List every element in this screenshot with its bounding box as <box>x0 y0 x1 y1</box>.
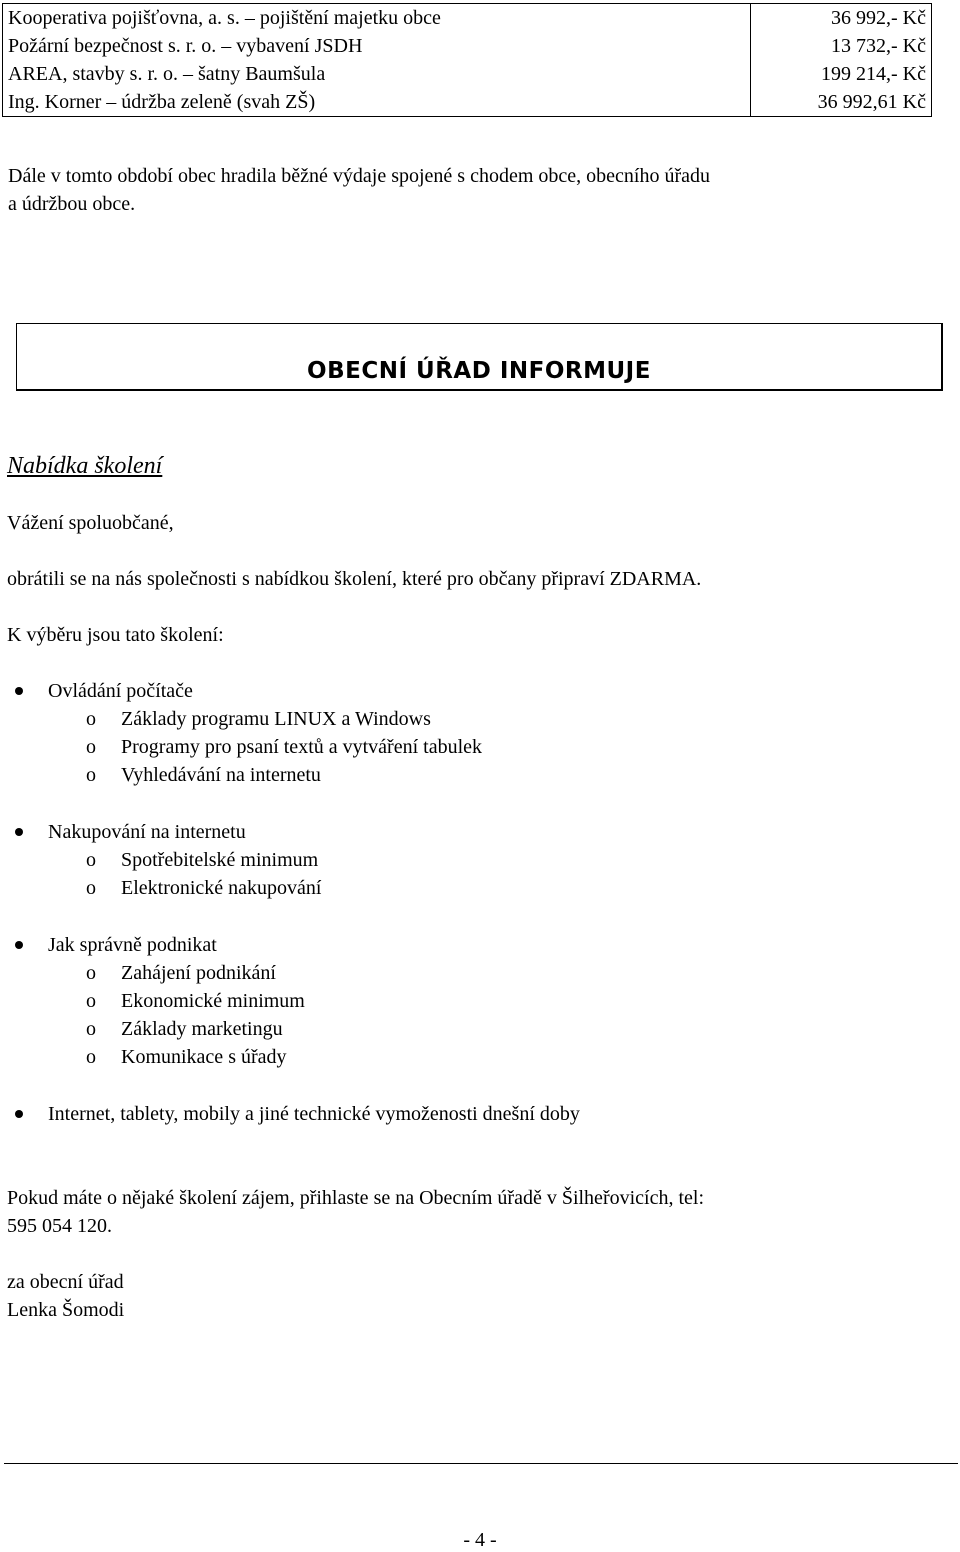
course-item: Základy marketingu <box>121 1018 283 1040</box>
expense-amount: 199 214,- Kč <box>751 60 932 88</box>
course-item: Ekonomické minimum <box>121 990 305 1012</box>
sub-bullet-icon: o <box>86 990 96 1012</box>
bullet-icon <box>15 828 23 836</box>
sub-bullet-icon: o <box>86 877 96 899</box>
intro-line: a údržbou obce. <box>8 193 136 215</box>
sub-bullet-icon: o <box>86 849 96 871</box>
intro-paragraph <box>8 162 958 218</box>
contact-paragraph <box>7 1184 957 1240</box>
sub-bullet-icon: o <box>86 764 96 786</box>
course-item: Základy programu LINUX a Windows <box>121 708 431 730</box>
course-item: Vyhledávání na internetu <box>121 764 321 786</box>
expense-label: AREA, stavby s. r. o. – šatny Baumšula <box>3 60 751 88</box>
expense-amount: 36 992,- Kč <box>751 4 932 33</box>
signature-name: Lenka Šomodi <box>7 1299 125 1321</box>
course-item: Zahájení podnikání <box>121 962 276 984</box>
course-item: Spotřebitelské minimum <box>121 849 319 871</box>
course-item: Programy pro psaní textů a vytváření tabulek <box>121 736 483 758</box>
expense-label: Kooperativa pojišťovna, a. s. – pojištění majetku obce <box>3 4 751 33</box>
table-row <box>3 60 932 88</box>
page-number: - 4 - <box>463 1529 497 1551</box>
expense-amount: 36 992,61 Kč <box>751 88 932 117</box>
expense-table <box>2 3 932 117</box>
banner-title: OBECNÍ ÚŘAD INFORMUJE <box>307 358 651 384</box>
table-row <box>3 4 932 33</box>
course-title: Internet, tablety, mobily a jiné technické vymoženosti dnešní doby <box>48 1103 580 1125</box>
course-title: Jak správně podnikat <box>48 934 217 956</box>
footer-divider <box>4 1463 958 1464</box>
bullet-icon <box>15 941 23 949</box>
course-title: Ovládání počítače <box>48 680 193 702</box>
expense-amount: 13 732,- Kč <box>751 32 932 60</box>
announcement-banner <box>16 323 943 391</box>
course-item: Elektronické nakupování <box>121 877 322 899</box>
signature <box>7 1268 124 1324</box>
contact-line: Pokud máte o nějaké školení zájem, přihlaste se na Obecním úřadě v Šilheřovicích, tel: <box>7 1187 705 1209</box>
table-row <box>3 88 932 117</box>
expense-label: Požární bezpečnost s. r. o. – vybavení JSDH <box>3 32 751 60</box>
table-row <box>3 32 932 60</box>
sub-bullet-icon: o <box>86 1018 96 1040</box>
bullet-icon <box>15 687 23 695</box>
sub-bullet-icon: o <box>86 962 96 984</box>
sub-bullet-icon: o <box>86 708 96 730</box>
course-title: Nakupování na internetu <box>48 821 246 843</box>
section-heading: Nabídka školení <box>7 453 163 479</box>
sub-bullet-icon: o <box>86 1046 96 1068</box>
bullet-icon <box>15 1110 23 1118</box>
offer-text: obrátili se na nás společnosti s nabídkou školení, které pro občany připraví ZDARMA. <box>7 568 702 590</box>
list-intro: K výběru jsou tato školení: <box>7 624 224 646</box>
course-item: Komunikace s úřady <box>121 1046 287 1068</box>
greeting: Vážení spoluobčané, <box>7 512 174 534</box>
signature-line: za obecní úřad <box>7 1271 124 1293</box>
sub-bullet-icon: o <box>86 736 96 758</box>
intro-line: Dále v tomto období obec hradila běžné výdaje spojené s chodem obce, obecního úřadu <box>8 165 710 187</box>
expense-label: Ing. Korner – údržba zeleně (svah ZŠ) <box>3 88 751 117</box>
contact-line: 595 054 120. <box>7 1215 112 1237</box>
